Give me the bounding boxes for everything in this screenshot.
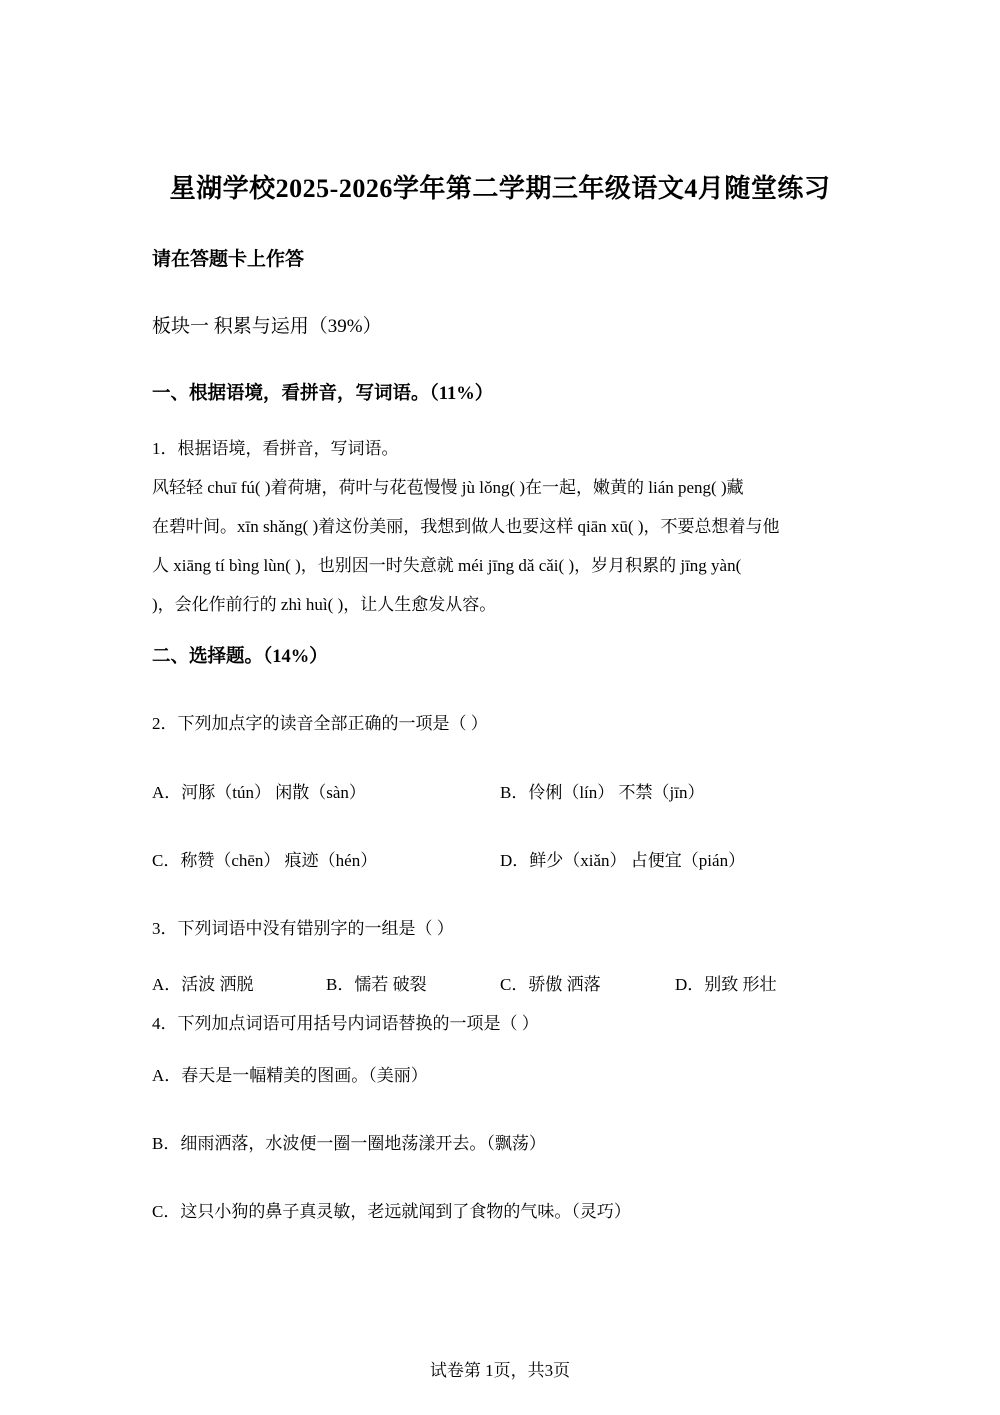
- question-3-option-d: D．别致 形壮: [675, 975, 777, 994]
- answer-notice: 请在答题卡上作答: [152, 249, 305, 270]
- part2-heading: 二、选择题。（14%）: [152, 647, 328, 667]
- question-1-line-1: 风轻轻 chuī fú( )着荷塘，荷叶与花苞慢慢 jù lǒng( )在一起，嫩黄的 lián peng( )藏: [152, 478, 744, 497]
- question-3-option-a: A．活波 洒脱: [152, 975, 254, 994]
- question-3-stem: 3．下列词语中没有错别字的一组是（ ）: [152, 919, 454, 938]
- section-heading: 板块一 积累与运用（39%）: [152, 316, 382, 337]
- question-1-stem: 1．根据语境，看拼音，写词语。: [152, 439, 399, 458]
- question-4-option-b: B．细雨洒落，水波便一圈一圈地荡漾开去。（飘荡）: [152, 1134, 546, 1153]
- question-2-option-a: A．河豚（tún） 闲散（sàn）: [152, 783, 366, 802]
- question-2-stem: 2．下列加点字的读音全部正确的一项是（ ）: [152, 714, 488, 733]
- question-3-option-c: C．骄傲 洒落: [500, 975, 601, 994]
- page-footer: 试卷第 1页，共3页: [429, 1361, 571, 1380]
- question-4-stem: 4．下列加点词语可用括号内词语替换的一项是（ ）: [152, 1014, 539, 1033]
- part1-heading: 一、根据语境，看拼音，写词语。（11%）: [152, 384, 494, 404]
- question-1-line-4: )，会化作前行的 zhì huì( )，让人生愈发从容。: [152, 595, 497, 614]
- page-title: 星湖学校2025-2026学年第二学期三年级语文4月随堂练习: [169, 174, 831, 203]
- question-4-option-c: C．这只小狗的鼻子真灵敏，老远就闻到了食物的气味。（灵巧）: [152, 1202, 631, 1221]
- question-4-option-a: A．春天是一幅精美的图画。（美丽）: [152, 1066, 428, 1085]
- question-2-option-c: C．称赞（chēn） 痕迹（hén）: [152, 851, 378, 870]
- question-1-line-2: 在碧叶间。xīn shǎng( )着这份美丽，我想到做人也要这样 qiān xū( )，不要总想着与他: [152, 517, 780, 536]
- question-3-option-b: B．懦若 破裂: [326, 975, 427, 994]
- question-2-option-d: D．鲜少（xiǎn） 占便宜（pián）: [500, 851, 746, 870]
- question-2-option-b: B．伶俐（lín） 不禁（jīn）: [500, 783, 705, 802]
- question-1-line-3: 人 xiāng tí bìng lùn( )，也别因一时失意就 méi jīng dǎ cǎi( )，岁月积累的 jīng yàn(: [152, 556, 742, 575]
